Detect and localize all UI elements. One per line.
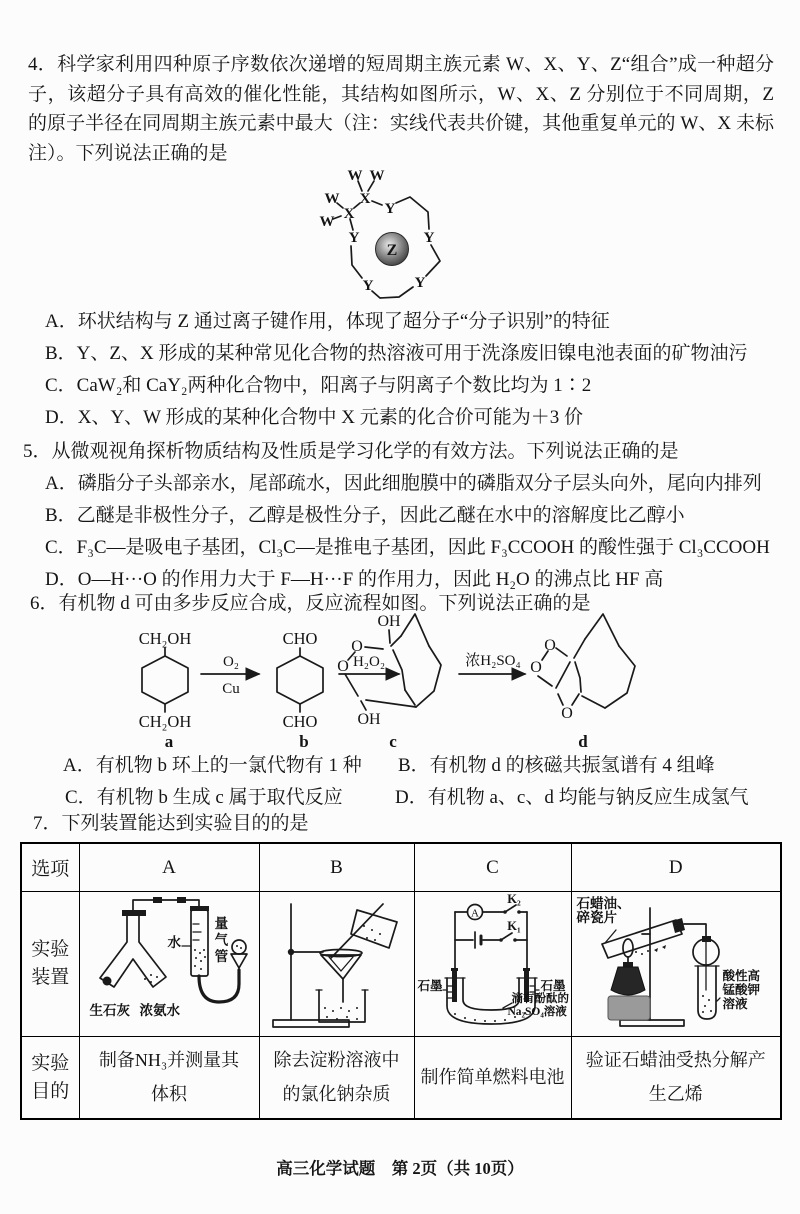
- q5-number: 5．: [23, 441, 52, 462]
- purpose-row: [21, 1037, 781, 1120]
- compound-b: [277, 629, 323, 751]
- header-option: 选项: [21, 843, 79, 892]
- catalyst-label: Cu: [222, 681, 240, 697]
- tube-joint: [177, 897, 186, 903]
- solution-label-line2: Na₂SO₄溶液: [507, 1006, 567, 1018]
- switch-k2-label: K₂: [506, 893, 521, 906]
- quicklime-solid: [102, 976, 111, 985]
- q6-number: 6．: [30, 593, 59, 614]
- graphite-left-label: 石墨: [417, 979, 443, 993]
- liquid-dots: [324, 925, 381, 1020]
- q7-number: 7．: [33, 813, 62, 834]
- reaction-scheme: [55, 598, 755, 763]
- tube-joint: [153, 897, 162, 903]
- compound-letter: d: [578, 732, 588, 751]
- oxygen-label: O: [530, 659, 542, 676]
- option-item: A．磷脂分子头部亲水，尾部疏水，因此细胞膜中的磷脂双分子层头向外，尾向内排列: [45, 473, 762, 494]
- atom-label-x: X: [359, 191, 371, 207]
- option-item: C．CaW₂和 CaY₂两种化合物中，阳离子与阴离子个数比均为 1∶2: [45, 375, 592, 396]
- header-b: B: [259, 843, 414, 892]
- experiment-table: [20, 842, 782, 1120]
- header-c: C: [414, 843, 571, 892]
- apparatus-row-label: 实验装置: [21, 892, 79, 1037]
- purpose-row-label: 实验目的: [21, 1037, 79, 1120]
- option-item: D．X、Y、W 形成的某种化合物中 X 元素的化合价可能为＋3 价: [45, 407, 583, 428]
- purpose-c: 制作简单燃料电池: [414, 1037, 571, 1120]
- hydroxyl-label: OH: [357, 711, 381, 728]
- reagent-label: O₂: [222, 654, 240, 670]
- oxygen-label: O: [337, 658, 349, 675]
- apparatus-d-cell: [571, 892, 781, 1037]
- substituent-label: CHO: [282, 712, 318, 731]
- atom-label-w: W: [324, 191, 340, 207]
- q5-stem: [23, 436, 777, 468]
- oxygen-label: O: [561, 705, 573, 722]
- substituent-label: CHO: [282, 629, 318, 648]
- header-d: D: [571, 843, 781, 892]
- atom-label-y: Y: [362, 278, 374, 294]
- ammeter-label: A: [470, 907, 479, 919]
- stopper: [122, 910, 146, 916]
- atom-label-y: Y: [423, 230, 435, 246]
- apparatus-b-cell: [259, 892, 414, 1037]
- reaction-arrow-1: [201, 654, 259, 697]
- switch-k1-label: K₁: [506, 918, 521, 933]
- compound-a: [139, 629, 192, 751]
- purpose-a: 制备NH₃并测量其体积: [79, 1037, 259, 1120]
- header-a: A: [79, 843, 259, 892]
- q7-stem-text: 下列装置能达到实验目的的是: [61, 813, 309, 834]
- option-item: B．乙醚是非极性分子，乙醇是极性分子，因此乙醚在水中的溶解度比乙醇小: [45, 505, 685, 526]
- compound-letter: b: [299, 732, 309, 751]
- apparatus-c-cell: [414, 892, 571, 1037]
- q4-options: [45, 306, 747, 434]
- stopper: [190, 906, 209, 911]
- water-label: 水: [167, 935, 181, 950]
- solution-label-line1: 滴有酚酞的: [511, 993, 569, 1005]
- apparatus-a-cell: [79, 892, 259, 1037]
- q5-block: [23, 436, 777, 596]
- kmno4-label-line1: 酸性高: [722, 969, 761, 983]
- option-item: D．有机物 a、c、d 均能与钠反应生成氢气: [395, 787, 749, 808]
- feed-label-line2: 碎瓷片: [576, 910, 617, 925]
- option-item: D．O—H···O 的作用力大于 F—H···F 的作用力，因此 H₂O 的沸点比 HF 高: [45, 569, 664, 590]
- q4-stem-text: 科学家利用四种原子序数依次递增的短周期主族元素 W、X、Y、Z“组合”成一种超分子，该超分子具有高效的催化性能，其结构如图所示，W、X、Z 分别位于不同周期，Z 的原子半径在同周期主族元素中最大（注：实线代表共价键，其他重复单元的 W、X 未标注）。下列说法正确的是: [28, 54, 774, 164]
- q6-stem-text: 有机物 d 可由多步反应合成，反应流程如图。下列说法正确的是: [58, 593, 591, 614]
- hydroxyl-label: OH: [377, 613, 401, 630]
- kmno4-label-line2: 锰酸钾: [722, 983, 761, 997]
- graphite-right-label: 石墨: [540, 979, 566, 993]
- purpose-b: 除去淀粉溶液中的氯化钠杂质: [259, 1037, 414, 1120]
- option-item: A．有机物 b 环上的一氯代物有 1 种: [63, 755, 362, 776]
- purpose-d: 验证石蜡油受热分解产生乙烯: [571, 1037, 781, 1120]
- stopper: [702, 936, 711, 942]
- atom-label-y: Y: [384, 201, 396, 217]
- q5-stem-text: 从微观视角探析物质结构及性质是学习化学的有效方法。下列说法正确的是: [51, 441, 679, 462]
- lamp-cap: [623, 962, 633, 967]
- oxygen-label: O: [351, 638, 363, 655]
- atom-label-z: Z: [386, 242, 398, 259]
- feed-label-line1: 石蜡油、: [576, 896, 631, 911]
- q4-stem: [28, 50, 774, 168]
- option-item: A．环状结构与 Z 通过离子键作用，体现了超分子“分子识别”的特征: [45, 311, 610, 332]
- page-footer: 高三化学试题 第 2页（共 10页）: [276, 1159, 524, 1178]
- reagent-label: 浓H₂SO₄: [465, 653, 521, 669]
- reaction-arrow-3: [459, 652, 525, 674]
- compound-d: [530, 614, 635, 751]
- option-item: C．有机物 b 生成 c 属于取代反应: [65, 787, 343, 808]
- apparatus-b-diagram: [261, 894, 413, 1035]
- supramolecule-diagram: [300, 160, 460, 310]
- q4-number: 4．: [28, 54, 58, 75]
- atom-label-w: W: [369, 168, 385, 184]
- ammonia-label: 浓氨水: [139, 1003, 180, 1018]
- q7-stem: [33, 808, 309, 840]
- compound-letter: c: [389, 732, 397, 751]
- atom-label-y: Y: [348, 230, 360, 246]
- table-header-row: [21, 843, 781, 892]
- substituent-label: CH₂OH: [138, 629, 192, 648]
- atom-label-y: Y: [414, 275, 426, 291]
- option-item: B．Y、Z、X 形成的某种常见化合物的热溶液可用于洗涤废旧镍电池表面的矿物油污: [45, 343, 748, 364]
- apparatus-row: [21, 892, 781, 1037]
- gas-measuring-tube-label: 量气管: [212, 916, 228, 966]
- alcohol-lamp: [611, 967, 645, 995]
- option-item: B．有机物 d 的核磁共振氢谱有 4 组峰: [398, 755, 715, 776]
- reagent-label: H₂O₂: [352, 654, 386, 670]
- atom-label-x: X: [343, 206, 355, 222]
- atom-label-w: W: [319, 214, 335, 230]
- kmno4-label-line3: 溶液: [722, 997, 748, 1011]
- oxygen-label: O: [544, 637, 556, 654]
- substituent-label: CH₂OH: [138, 712, 192, 731]
- compound-letter: a: [164, 732, 174, 751]
- compound-c: [337, 613, 441, 751]
- atom-label-w: W: [347, 168, 363, 184]
- lamp-stand-block: [608, 996, 650, 1020]
- q5-options: [23, 468, 777, 596]
- option-item: C．F₃C—是吸电子基团，Cl₃C—是推电子基团，因此 F₃CCOOH 的酸性强于 Cl₃CCOOH: [45, 537, 770, 558]
- clamp-joint: [287, 948, 293, 954]
- quicklime-label: 生石灰: [89, 1003, 130, 1018]
